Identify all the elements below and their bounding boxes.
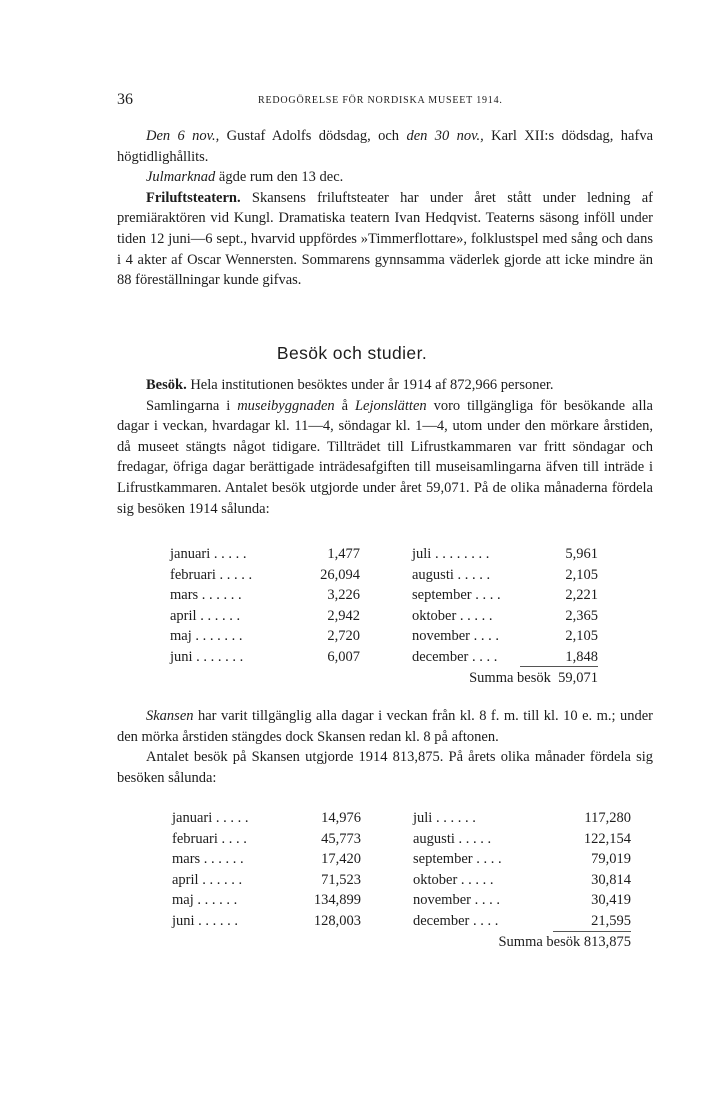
sum-rule	[520, 666, 598, 667]
table-row: maj . . . . . . . 2,720	[170, 628, 360, 645]
besok-paragraph-1: Besök. Hela institutionen besöktes under år 1914 af 872,966 personer.	[146, 377, 554, 393]
besok-paragraph-2: Samlingarna i museibyggnaden å Lejonslätten voro tillgängliga för besökande alla dagar i veckan, hvardagar kl. 11—4, söndagar kl. 1—4, utom under den mörkare årstiden, då museet stängts något tidigare. Tillträdet till Lifrustkammaren var fritt söndagar och fredagar, öfriga dagar berättigade inträdesafgiften till museisamlingarna äfven till inträde i Lifrustkammaren. Antalet besök utgjorde under året 59,071. På de olika månaderna fördela sig besöken 1914 sålunda:	[117, 397, 653, 517]
table-row: juni . . . . . . 128,003	[172, 912, 361, 929]
table-row: augusti . . . . . 122,154	[413, 830, 631, 847]
table-row: mars . . . . . . 3,226	[170, 587, 360, 604]
table-row: april . . . . . . 71,523	[172, 871, 361, 888]
table-row: mars . . . . . . 17,420	[172, 851, 361, 868]
table-row: oktober . . . . . 2,365	[412, 607, 598, 624]
table-row: november . . . . 2,105	[412, 628, 598, 645]
table-row: januari . . . . . 1,477	[170, 546, 360, 562]
skansen-paragraph-2: Antalet besök på Skansen utgjorde 1914 813,875. På årets olika månader fördela sig besöken sålunda:	[117, 749, 653, 786]
table-row: april . . . . . . 2,942	[170, 607, 360, 624]
table-row: september . . . . 2,221	[412, 587, 598, 604]
museum-table-right	[412, 544, 598, 686]
table-row: september . . . . 79,019	[413, 851, 631, 868]
table-row: december . . . . 1,848	[412, 648, 598, 665]
skansen-table-right	[413, 808, 631, 950]
table-row: februari . . . . 45,773	[172, 830, 361, 847]
table-row: juni . . . . . . . 6,007	[170, 648, 360, 665]
table-row: juli . . . . . . 117,280	[413, 810, 631, 826]
section-heading: Besök och studier.	[276, 343, 428, 363]
museum-sum: Summa besök 59,071	[469, 670, 598, 686]
skansen-paragraph-1: Skansen har varit tillgänglig alla dagar i veckan från kl. 8 f. m. till kl. 10 e. m.; under den mörka årstiden stängdes dock Skansen redan kl. 8 på aftonen.	[117, 708, 653, 745]
skansen-sum: Summa besök 813,875	[498, 934, 631, 950]
julmarknad-paragraph: Julmarknad ägde rum den 13 dec.	[146, 169, 344, 186]
table-row: december . . . . 21,595	[413, 912, 631, 929]
memorial-paragraph: Den 6 nov., Gustaf Adolfs dödsdag, och den 30 nov., Karl XII:s dödsdag, hafva högtidlighållits.	[117, 128, 654, 165]
intro-section	[117, 126, 653, 291]
skansen-table-left	[172, 808, 361, 932]
table-row: juli . . . . . . . . 5,961	[412, 546, 598, 562]
friluftsteatern-paragraph: Friluftsteatern. Skansens friluftsteater har under året stått under ledning af premiäraktören vid Kungl. Dramatiska teatern Ivan Hedqvist. Teaterns säsong inföll under tiden 12 juni—6 sept., hvarvid uppfördes »Timmerflottare», folklustspel med sång och dans i 4 akter af Oscar Wennersten. Sommarens gynnsamma väderlek gjorde att icke mindre än 88 föreställningar kunde gifvas.	[117, 189, 653, 289]
page-number: 36	[117, 91, 133, 108]
table-row: oktober . . . . . 30,814	[413, 871, 631, 888]
table-row: maj . . . . . . 134,899	[172, 892, 361, 909]
running-title: REDOGÖRELSE FÖR NORDISKA MUSEET 1914.	[258, 95, 503, 106]
table-row: november . . . . 30,419	[413, 892, 631, 909]
besok-section	[117, 375, 653, 519]
table-row: augusti . . . . . 2,105	[412, 566, 598, 583]
table-row: januari . . . . . 14,976	[172, 810, 361, 826]
museum-table-left	[170, 544, 360, 668]
table-row: februari . . . . . 26,094	[170, 566, 360, 583]
skansen-section	[117, 706, 653, 788]
